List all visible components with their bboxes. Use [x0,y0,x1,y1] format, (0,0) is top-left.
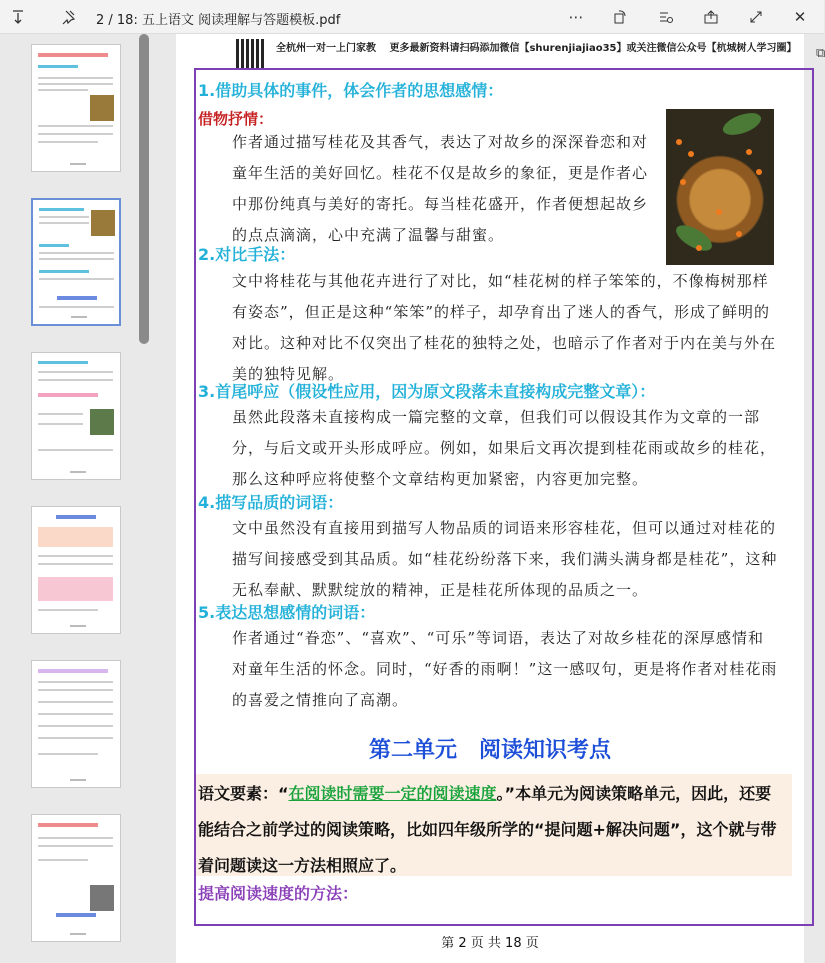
section-2-title: 2.对比手法： [198,245,296,264]
fullscreen-icon[interactable] [746,7,766,27]
osmanthus-tea-photo [666,109,774,265]
section-5-text: 作者通过“眷恋”、“喜欢”、“可乐”等词语，表达了对故乡桂花的深厚感情和对童年生活的怀念。同时，“好香的雨啊！”这一感叹句，更是将作者对桂花雨的喜爱之情推向了高潮。 [232,629,778,709]
sidebar-toggle-icon[interactable] [8,7,28,27]
requirement-highlight: 在阅读时需要一定的阅读速度 [288,784,497,803]
section-1-title: 1.借助具体的事件，体会作者的思想感情： [198,81,504,100]
toolbar [0,0,824,34]
unit-title: 第二单元 阅读知识考点 [368,738,611,763]
page-header-note: 全杭州一对一上门家教 更多最新资料请扫码添加微信【shurenjiajiao35】或关注微信公众号【杭城树人学习圈】 [276,43,797,54]
requirement-label: 语文要素： [198,784,279,803]
section-4-title: 4.描写品质的词语： [198,493,344,512]
section-5-title: 5.表达思想感情的词语： [198,603,376,622]
page-thumbnail-5[interactable] [31,660,121,788]
document-viewer [160,34,824,963]
page-thumbnail-3[interactable] [31,352,121,480]
section-3-title: 3.首尾呼应（假设性应用，因为原文段落未直接构成完整文章）： [198,382,656,401]
rotate-icon[interactable] [610,7,630,27]
thumbnail-sidebar [0,34,160,963]
next-heading: 提高阅读速度的方法： [198,884,359,903]
close-icon[interactable]: ✕ [793,8,807,26]
requirement-quote: “ [278,784,289,803]
section-1-text: 作者通过描写桂花及其香气，表达了对故乡的深深眷恋和对童年生活的美好回忆。桂花不仅是故乡的象征，更是作者心中那份纯真与美好的寄托。每当桂花盛开，作者便想起故乡的点点滴滴，心中充满了温馨与甜蜜。 [232,133,649,244]
section-2-text: 文中将桂花与其他花卉进行了对比，如“桂花树的样子笨笨的，不像梅树那样有姿态”，但正是这种“笨笨”的样子，却孕育出了迷人的香气，形成了鲜明的对比。这种对比不仅突出了桂花的独特之处，也暗示了作者对于内在美与外在美的独特见解。 [232,272,777,383]
more-icon[interactable]: ⋯ [568,8,584,26]
requirement-text [198,776,778,884]
page-thumbnail-4[interactable] [31,506,121,634]
pdf-page [176,34,825,963]
settings-icon[interactable] [656,7,676,27]
share-icon[interactable] [701,7,721,27]
page-thumbnail-2[interactable] [31,198,121,326]
section-4-text: 文中虽然没有直接用到描写人物品质的词语来形容桂花，但可以通过对桂花的描写间接感受到其品质。如“桂花纷纷落下来，我们满头满身都是桂花”，这种无私奉献、默默绽放的精神，正是桂花所体现的品质之一。 [232,519,778,599]
copy-icon[interactable]: ⧉ [816,46,825,61]
section-1-subtitle: 借物抒情： [198,110,274,128]
sidebar-scrollbar[interactable] [139,34,149,344]
page-number: 第 2 页 共 18 页 [441,936,539,951]
pin-icon[interactable] [58,7,78,27]
document-title: 2 / 18: 五上语文 阅读理解与答题模板.pdf [96,13,341,28]
page-thumbnail-1[interactable] [31,44,121,172]
requirement-rest: 。”本单元为阅读策略单元，因此，还要能结合之前学过的阅读策略，比如四年级所学的“提问题+解决问题”，这个就与带着问题读这一方法相照应了。 [198,784,777,875]
page-thumbnail-6[interactable] [31,814,121,942]
qr-code-icon [236,39,266,69]
section-3-text: 虽然此段落未直接构成一篇完整的文章，但我们可以假设其作为文章的一部分，与后文或开头形成呼应。例如，如果后文再次提到桂花雨或故乡的桂花，那么这种呼应将使整个文章结构更加紧密，内容更加完整。 [232,408,777,488]
